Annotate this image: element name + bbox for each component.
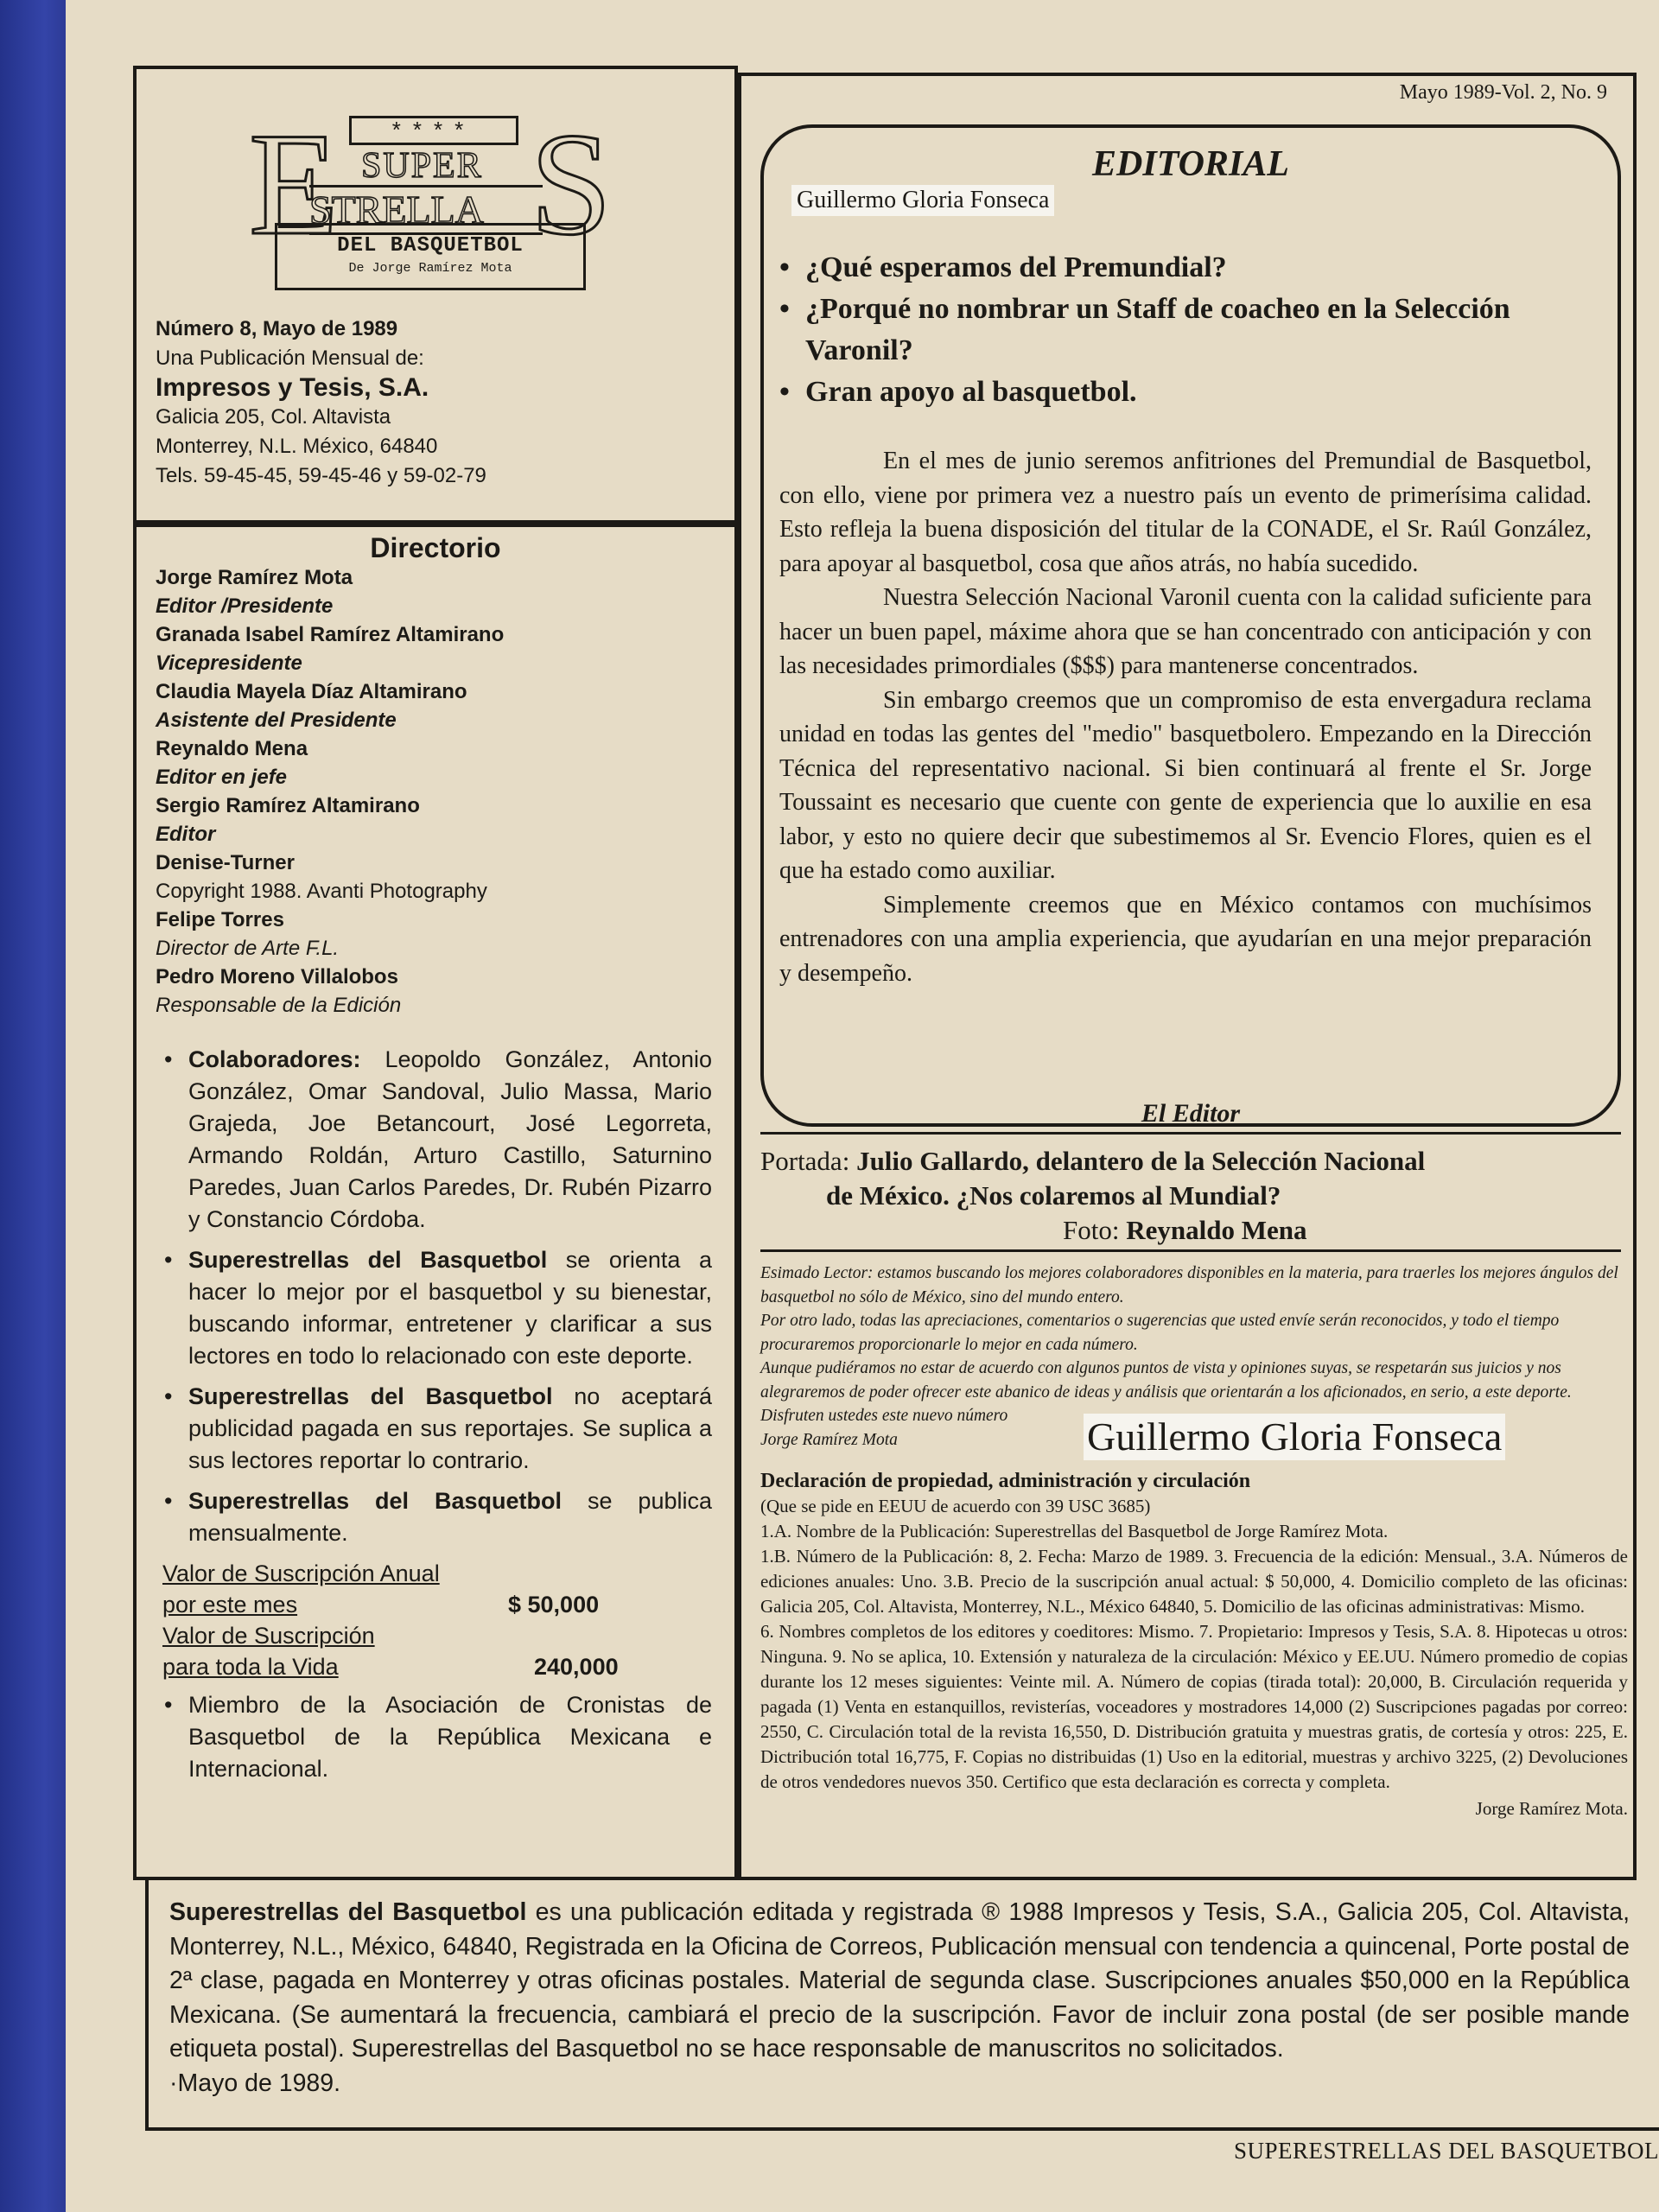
footer-rule — [145, 2127, 1659, 2131]
reader-note-paragraph: Aunque pudiéramos no estar de acuerdo con algunos puntos de vista y opiniones suyas, se respetarán sus juicios y nos alegraremos de poder ofrecer este abanico de ideas y análisis que orientarán a los aficionados, en serio, a este deporte. — [760, 1359, 1572, 1402]
staff-list — [156, 563, 504, 1020]
subscription-life-row — [162, 1620, 712, 1682]
photo-credit — [760, 1213, 1621, 1248]
publisher-name: Impresos y Tesis, S.A. — [156, 373, 429, 402]
photo-label: Foto: — [1063, 1215, 1120, 1245]
directorio-title: Directorio — [370, 532, 501, 563]
photo-name: Reynaldo Mena — [1126, 1215, 1307, 1245]
ownership-signature: Jorge Ramírez Mota. — [1475, 1798, 1628, 1819]
staff-role: Copyright 1988. Avanti Photography — [156, 880, 487, 903]
blue-background-strip — [0, 0, 74, 2212]
staff-name: Felipe Torres — [156, 908, 284, 931]
colaboradores-list: Leopoldo González, Antonio González, Omar Sandoval, Julio Massa, Mario Grajeda, Joe Betancourt, José Legorreta, Armando Roldán, Arturo Castillo, Saturnino Paredes, Juan Carlos Paredes, Dr. Rubén Pizarro y Constancio Córdoba. — [188, 1046, 712, 1232]
reader-note-paragraph: Esimado Lector: estamos buscando los mejores colaboradores disponibles en la materia, para traerles los mejores ángulos del basquetbol no sólo de México, sino del mundo entero. — [760, 1264, 1618, 1306]
subscription-annual-line2: por este mes — [162, 1592, 298, 1618]
banner-subtitle: De Jorge Ramírez Mota — [348, 261, 512, 276]
colaboradores-label: Colaboradores: — [188, 1046, 361, 1072]
subscription-life-line2: para toda la Vida — [162, 1654, 339, 1680]
frequency-item — [162, 1485, 712, 1549]
staff-name: Denise-Turner — [156, 851, 295, 874]
staff-role: Editor en jefe — [156, 766, 288, 789]
staff-role: Editor — [156, 823, 216, 846]
subscription-annual-row — [162, 1558, 712, 1620]
orientation-item — [162, 1244, 712, 1372]
cover-caption — [760, 1144, 1621, 1248]
cover-caption-line1 — [760, 1144, 1621, 1179]
footer-brand: Superestrellas del Basquetbol — [169, 1898, 527, 1926]
editorial-paragraph: Nuestra Selección Nacional Varonil cuenta con la calidad suficiente para hacer un buen papel, máxime ahora que se han concentrado con anticipación y con las necesidades primordiales ($$$) para mantenerse concentrados. — [779, 584, 1592, 679]
logo-letter-e: E — [249, 103, 339, 265]
divider — [760, 1249, 1621, 1252]
orientation-text: se orienta a hacer lo mejor por el basquetbol y su bienestar, buscando informar, entretener y clarificar a sus lectores en todo lo relacionado con este deporte. — [188, 1247, 712, 1369]
directorio-bullets — [162, 1044, 712, 1794]
ownership-statement — [760, 1469, 1628, 1821]
staff-name: Granada Isabel Ramírez Altamirano — [156, 623, 505, 646]
reader-note-signature: Jorge Ramírez Mota — [760, 1430, 898, 1449]
membership-item — [162, 1689, 712, 1785]
right-column-box — [738, 73, 1637, 1880]
staff-role: Responsable de la Edición — [156, 994, 402, 1017]
footer-body: es una publicación editada y registrada ® 1988 Impresos y Tesis, S.A., Galicia 205, Col. Altavista, Monterrey, N.L., México, 64840, Registrada en la Oficina de Correos, Publicación mensual con tendencia a quincenal, Porte postal de 2ª clase, pagada en Monterrey y otras oficinas postales. Material de segunda clase. Suscripciones anuales $50,000 en la República Mexicana. (Se aumentará la frecuencia, cambiará el precio de la suscripción. Favor de incluir zona postal (de ser posible mande etiqueta postal). Superestrellas del Basquetbol no se hace responsable de manuscritos no solicitados. — [169, 1898, 1630, 2063]
divider — [760, 1132, 1621, 1135]
ownership-subtitle: (Que se pide en EEUU de acuerdo con 39 USC 3685) — [760, 1496, 1151, 1516]
address-line-2: Monterrey, N.L. México, 64840 — [156, 435, 438, 458]
reader-note-paragraph: Disfruten ustedes este nuevo número — [760, 1407, 1008, 1425]
phones: Tels. 59-45-45, 59-45-46 y 59-02-79 — [156, 464, 486, 487]
ownership-paragraph: 1.A. Nombre de la Publicación: Superestrellas del Basquetbol de Jorge Ramírez Mota. — [760, 1521, 1389, 1541]
footer-date: ·Mayo de 1989. — [169, 2069, 341, 2097]
staff-role: Editor /Presidente — [156, 594, 334, 618]
editorial-title: EDITORIAL — [1092, 144, 1289, 184]
masthead-box — [133, 66, 738, 524]
staff-name: Sergio Ramírez Altamirano — [156, 794, 420, 817]
name-sticker-small: Guillermo Gloria Fonseca — [791, 185, 1054, 216]
staff-name: Claudia Mayela Díaz Altamirano — [156, 680, 467, 703]
footer-text — [169, 1896, 1630, 2101]
subscription-annual-label — [162, 1558, 508, 1620]
cover-text-1: Julio Gallardo, delantero de la Selección Nacional — [856, 1146, 1426, 1176]
editorial-point: • Gran apoyo al basquetbol. — [779, 372, 1592, 413]
staff-name: Pedro Moreno Villalobos — [156, 965, 398, 988]
logo-stars: **** — [349, 116, 518, 145]
colaboradores-item — [162, 1044, 712, 1236]
staff-name: Jorge Ramírez Mota — [156, 566, 353, 589]
frequency-text: se publica mensualmente. — [188, 1488, 712, 1546]
editorial-points — [779, 247, 1592, 413]
staff-role: Asistente del Presidente — [156, 709, 397, 732]
subscription-life-line1: Valor de Suscripción — [162, 1623, 375, 1649]
subscription-annual-value: $ 50,000 — [508, 1592, 600, 1618]
subscription-life-value: 240,000 — [534, 1654, 619, 1680]
brand-name: Superestrellas del Basquetbol — [188, 1383, 553, 1409]
publication-of: Una Publicación Mensual de: — [156, 346, 424, 370]
editorial-paragraph: Simplemente creemos que en México contamos con muchísimos entrenadores con una amplia experiencia, que ayudarían en una mejor preparación y desempeño. — [779, 891, 1592, 987]
brand-name: Superestrellas del Basquetbol — [188, 1247, 548, 1273]
directorio-box — [133, 524, 738, 1880]
ownership-paragraph: 1.B. Número de la Publicación: 8, 2. Fecha: Marzo de 1989. 3. Frecuencia de la edición: Mensual., 3.A. Números de ediciones anuales: Uno. 3.B. Precio de la suscripción anual actual: $ 50,000, 4. Domicilio completo de las oficinas: Galicia 205, Col. Altavista, Monterrey, N.L., México 64840, 5. Domicilio de las oficinas administrativas: Mismo. — [760, 1546, 1628, 1617]
editorial-box — [760, 124, 1621, 1127]
membership-text: Miembro de la Asociación de Cronistas de Basquetbol de la República Mexicana e Internacional. — [188, 1692, 712, 1782]
footer-box — [145, 1880, 1645, 2131]
subscription-prices — [162, 1558, 712, 1682]
brand-name: Superestrellas del Basquetbol — [188, 1488, 563, 1514]
issue-line: Mayo 1989-Vol. 2, No. 9 — [1399, 81, 1607, 104]
ownership-paragraph: 6. Nombres completos de los editores y coeditores: Mismo. 7. Propietario: Impresos y Tesis, S.A. 8. Hipotecas u otros: Ninguna. 9. No se aplica, 10. Extensión y naturaleza de la circulación: México y EE.UU. Número promedio de copias durante los 12 meses siguientes: Veinte mil. A. Número de copias (tirada total): 20,000, B. Circulación requerida y pagada (1) Venta en estanquillos, revisterías, voceadores y mostradores 14,000 (2) Suscripciones pagadas por correo: 2550, C. Circulación total de la revista 16,550, D. Distribución gratuita y muestras gratis, de cortesía y otros: 225, E. Dictribución total 16,775, F. Copias no distribuidas (1) Uso en la editorial, muestras y archivo 3225, (2) Devoluciones de otros vendedores nuevos 350. Certifico que esta declaración es correcta y completa. — [760, 1621, 1628, 1792]
cover-label: Portada: — [760, 1146, 850, 1176]
logo-letter-s: S — [530, 103, 612, 265]
ownership-title: Declaración de propiedad, administración y circulación — [760, 1470, 1251, 1492]
editorial-body — [779, 444, 1592, 990]
logo-estrellas: STRELLA — [309, 185, 543, 235]
advertising-item — [162, 1381, 712, 1477]
advertising-text: no aceptará publicidad pagada en sus reportajes. Se suplica a sus lectores reportar lo contrario. — [188, 1383, 712, 1473]
editorial-point: • ¿Porqué no nombrar un Staff de coacheo en la Selección Varonil? — [779, 289, 1592, 372]
staff-name: Reynaldo Mena — [156, 737, 308, 760]
banner-title: DEL BASQUETBOL — [337, 234, 524, 257]
editorial-signature: El Editor — [1141, 1099, 1241, 1128]
subscription-annual-line1: Valor de Suscripción Anual — [162, 1560, 440, 1586]
running-title: SUPERESTRELLAS DEL BASQUETBOL — [1233, 2138, 1659, 2164]
issue-number: Número 8, Mayo de 1989 — [156, 317, 398, 340]
name-sticker-large: Guillermo Gloria Fonseca — [1084, 1414, 1505, 1460]
reader-note-paragraph: Por otro lado, todas las apreciaciones, comentarios o sugerencias que usted envíe serán reconocidos, y todo el tiempo procuraremos proporcionarle lo mejor en cada número. — [760, 1312, 1560, 1354]
editorial-point: • ¿Qué esperamos del Premundial? — [779, 247, 1592, 289]
staff-role: Vicepresidente — [156, 652, 302, 675]
subscription-life-label — [162, 1620, 508, 1682]
editorial-paragraph: Sin embargo creemos que un compromiso de esta envergadura reclama unidad en todas las gentes del "medio" basquetbolero. Empezando en la Dirección Técnica del representativo nacional. Si bien continuará al frente el Sr. Jorge Toussaint es necesario que cuente con gente de experiencia que lo auxilie en esa labor, y esto no quiere decir que subestimemos al Sr. Evencio Flores, quien es el que ha estado como auxiliar. — [779, 686, 1592, 884]
staff-role: Director de Arte F.L. — [156, 937, 340, 960]
editorial-paragraph: En el mes de junio seremos anfitriones del Premundial de Basquetbol, con ello, viene por primera vez a nuestro país un evento de primerísima calidad. Esto refleja la buena disposición del titular de la CONADE, el Sr. Raúl González, para apoyar al basquetbol, cosa que años atrás, no había sucedido. — [779, 448, 1592, 577]
masthead-info — [156, 315, 486, 491]
logo-banner — [275, 223, 586, 290]
cover-text-2: de México. ¿Nos colaremos al Mundial? — [826, 1180, 1281, 1211]
address-line-1: Galicia 205, Col. Altavista — [156, 405, 391, 429]
logo-super: SUPER — [361, 146, 483, 186]
